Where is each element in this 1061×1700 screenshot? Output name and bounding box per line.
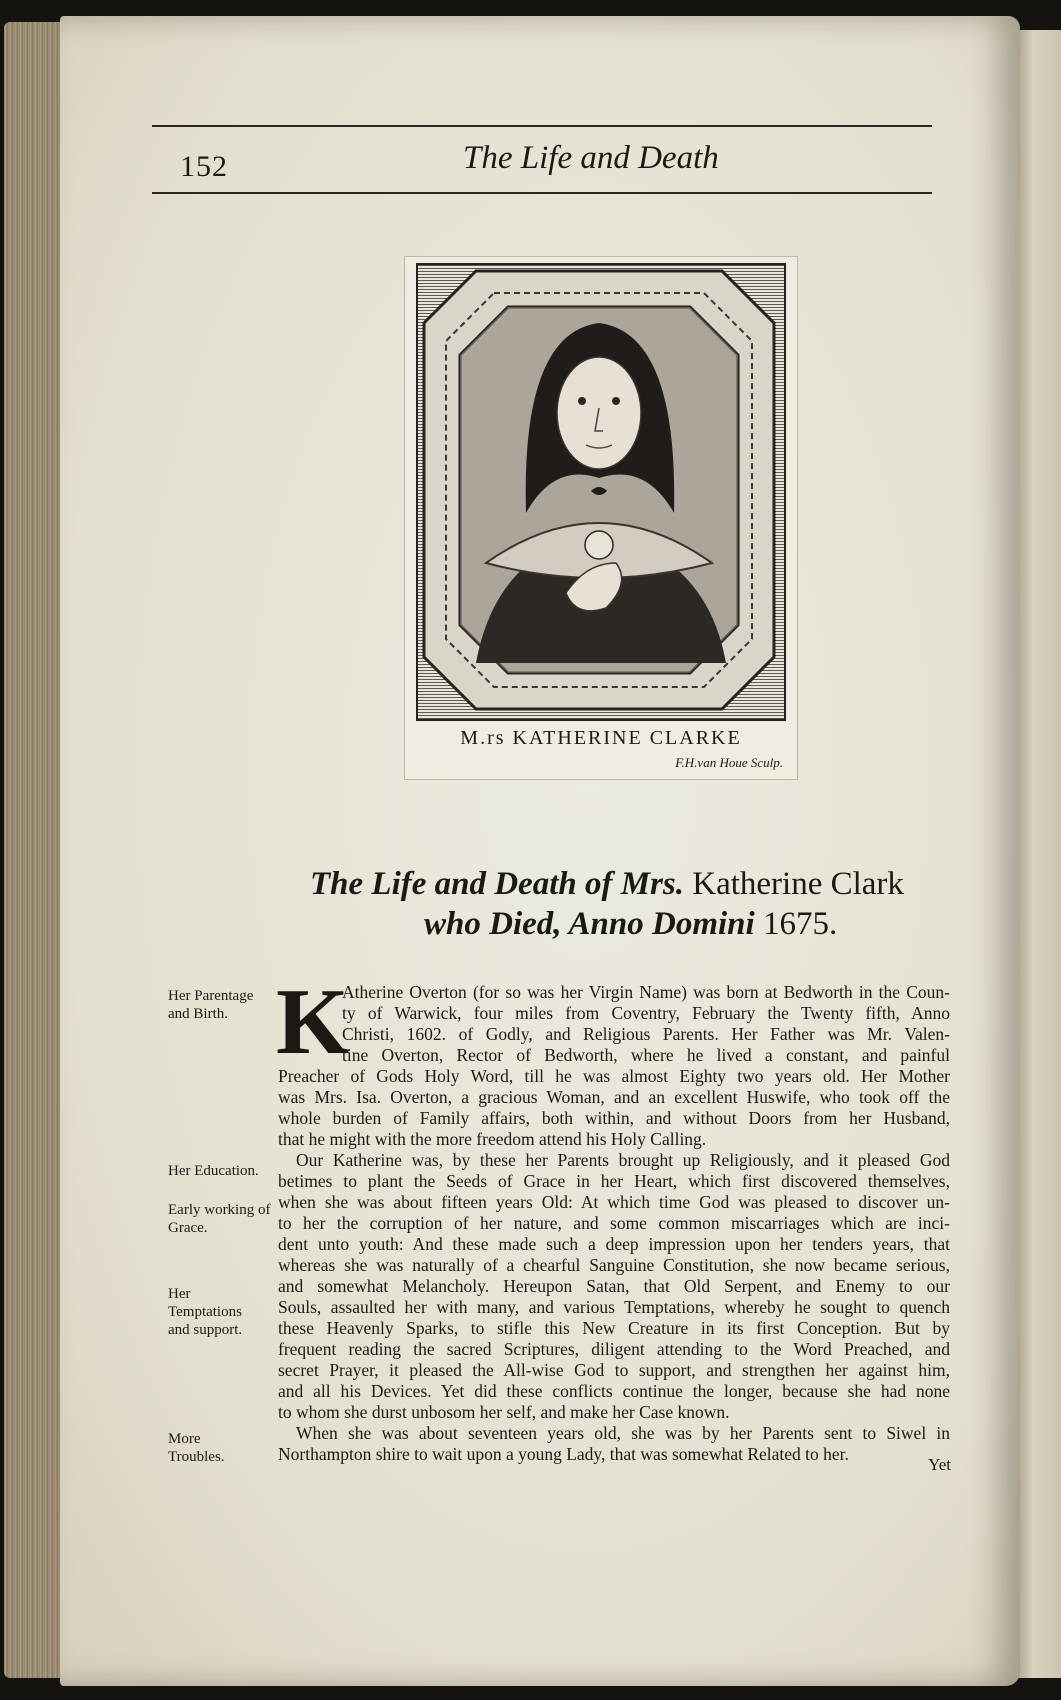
page-number: 152	[180, 150, 228, 183]
chapter-title-line-2	[424, 906, 837, 943]
catchword: Yet	[928, 1455, 951, 1474]
title-roman-part: Katherine Clark	[692, 866, 904, 902]
text-line: Preacher of Gods Holy Word, till he was almost Eighty two years old. Her Mother	[278, 1066, 950, 1086]
portrait-caption: M.rs KATHERINE CLARKE	[460, 727, 742, 749]
text-line: secret Prayer, it pleased the All-wise God to support, and strengthen her against him,	[278, 1360, 950, 1380]
text-line: dent unto youth: And these made such a deep impression upon her tenders years, that	[278, 1234, 950, 1254]
title-italic-part: The Life and Death of Mrs.	[310, 866, 684, 902]
text-line: to her the corruption of her nature, and some common miscarriages which are inci-	[278, 1213, 950, 1233]
running-head: The Life and Death	[463, 140, 719, 176]
text-line: Northampton shire to wait upon a young Lady, that was somewhat Related to her.	[278, 1444, 849, 1464]
text-line: was Mrs. Isa. Overton, a gracious Woman, and an excellent Huswife, who took off the	[278, 1087, 950, 1107]
text-line: ty of Warwick, four miles from Coventry, February the Twenty fifth, Anno	[342, 1003, 950, 1023]
text-line: Atherine Overton (for so was her Virgin Name) was born at Bedworth in the Coun-	[342, 982, 950, 1002]
text-line: tine Overton, Rector of Bedworth, where he lived a constant, and painful	[342, 1045, 950, 1065]
portrait-plate	[404, 256, 798, 780]
portrait-engraving	[416, 263, 782, 717]
text-line: and somewhat Melancholy. Hereupon Satan, that Old Serpent, and Enemy to our	[278, 1276, 950, 1296]
drop-cap: K	[276, 970, 350, 1074]
chapter-title-line-1	[310, 866, 904, 903]
margin-note: Her Education.	[168, 1163, 259, 1179]
text-line: when she was about fifteen years Old: At which time God was pleased to discover un-	[278, 1192, 950, 1212]
margin-note: Her Parentage and Birth.	[168, 988, 254, 1022]
margin-note: Her Temptations and support.	[168, 1286, 243, 1338]
header-rule-top	[152, 125, 932, 127]
title-year: 1675.	[762, 906, 838, 942]
header-rule-bottom	[152, 192, 932, 194]
text-line: frequent reading the sacred Scriptures, diligent attending to the Word Preached, and	[278, 1339, 950, 1359]
text-line: to whom she durst unbosom her self, and make her Case known.	[278, 1402, 730, 1422]
title-italic-part: who Died, Anno Domini	[424, 906, 755, 942]
text-line: whole burden of Family affairs, both within, and without Doors from her Husband,	[278, 1108, 950, 1128]
text-line: these Heavenly Sparks, to stifle this New Creature in its first Conception. But by	[278, 1318, 950, 1338]
text-line: whereas she was naturally of a chearful Sanguine Constitution, she now became serious,	[278, 1255, 950, 1275]
text-line: When she was about seventeen years old, she was by her Parents sent to Siwel in	[296, 1423, 950, 1443]
margin-note: More Troubles.	[168, 1431, 225, 1465]
margin-note: Early working of Grace.	[168, 1202, 271, 1236]
text-line: betimes to plant the Seeds of Grace in her Heart, which first discovered themselves,	[278, 1171, 950, 1191]
engraver-signature: F.H.van Houe Sculp.	[675, 755, 783, 770]
page-edges	[4, 22, 66, 1678]
text-line: and all his Devices. Yet did these conflicts continue the longer, because she had none	[278, 1381, 950, 1401]
text-line: Our Katherine was, by these her Parents brought up Religiously, and it pleased God	[296, 1150, 950, 1170]
text-line: Souls, assaulted her with many, and various Temptations, whereby he sought to quench	[278, 1297, 950, 1317]
facing-page-edge	[1015, 30, 1061, 1678]
text-line: Christi, 1602. of Godly, and Religious Parents. Her Father was Mr. Valen-	[342, 1024, 950, 1044]
text-line: that he might with the more freedom attend his Holy Calling.	[278, 1129, 707, 1149]
flower	[585, 531, 613, 559]
face	[557, 357, 641, 469]
